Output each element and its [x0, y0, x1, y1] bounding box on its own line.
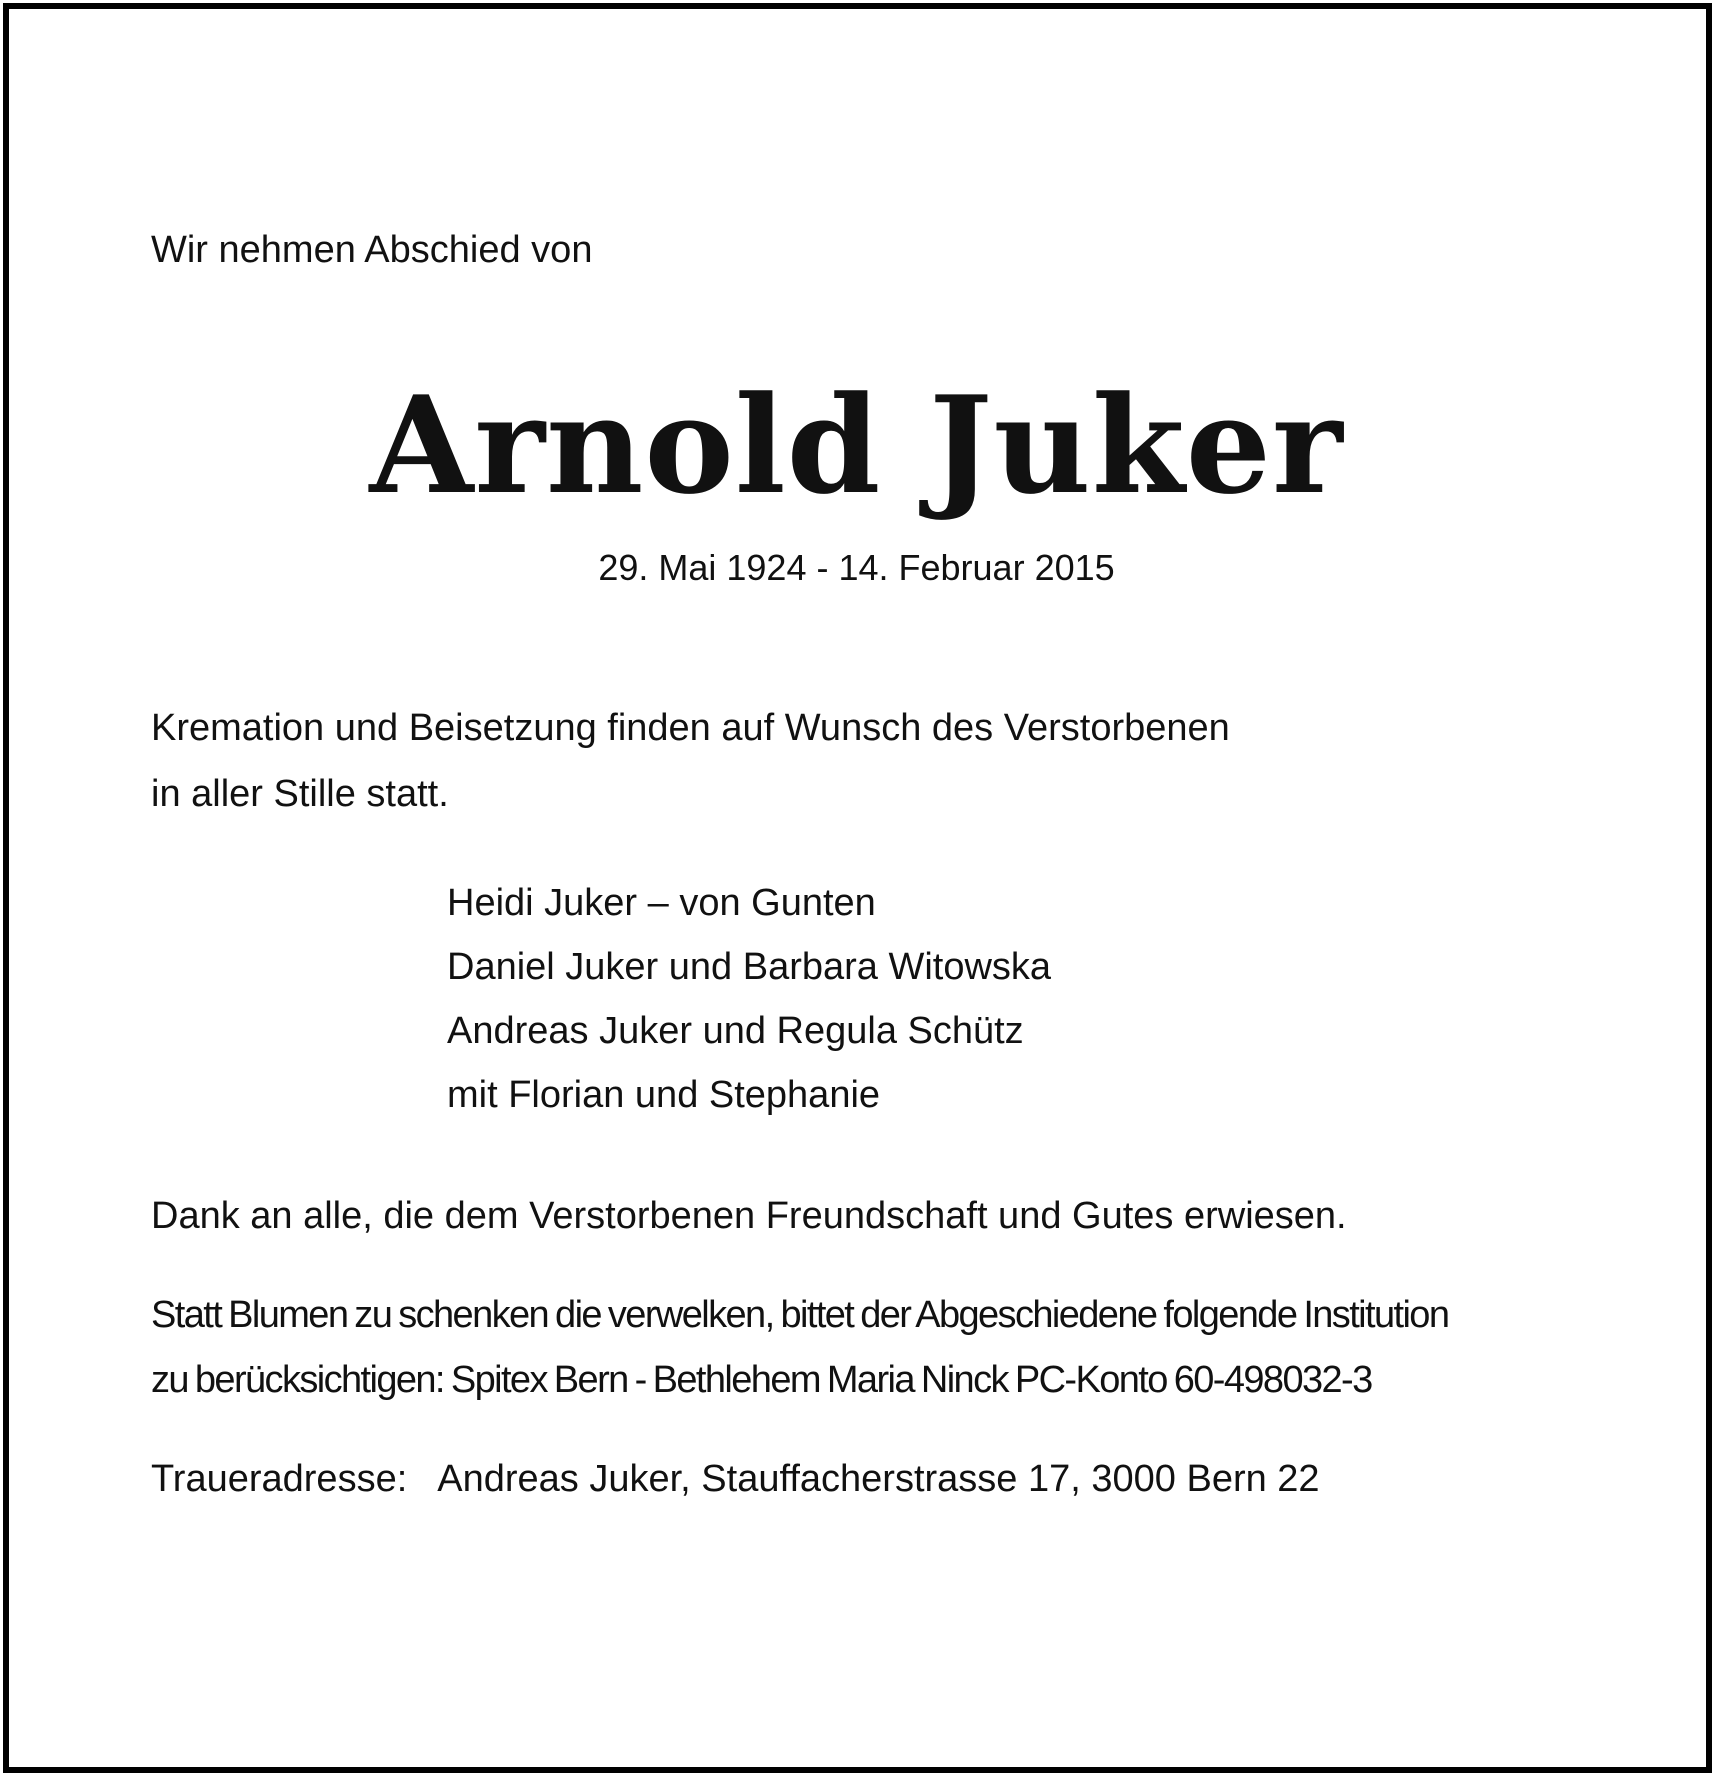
deceased-name: Arnold Juker [369, 366, 1344, 524]
family-member: Heidi Juker – von Gunten [447, 882, 876, 924]
thanks-text: Dank an alle, die dem Verstorbenen Freundschaft und Gutes erwiesen. [151, 1195, 1347, 1237]
life-dates: 29. Mai 1924 - 14. Februar 2015 [598, 547, 1115, 588]
intro-text: Wir nehmen Abschied von [151, 229, 593, 271]
family-member: mit Florian und Stephanie [447, 1074, 881, 1116]
charity-text-line-1: Statt Blumen zu schenken die verwelken, bittet der Abgeschiedene folgende Institution [151, 1294, 1449, 1336]
family-member: Andreas Juker und Regula Schütz [447, 1010, 1024, 1052]
family-member: Daniel Juker und Barbara Witowska [447, 946, 1052, 988]
address-label: Traueradresse: [151, 1458, 408, 1500]
address-value: Andreas Juker, Stauffacherstrasse 17, 3000 Bern 22 [437, 1458, 1320, 1500]
cremation-text-line-2: in aller Stille statt. [151, 773, 449, 815]
cremation-text-line-1: Kremation und Beisetzung finden auf Wunsch des Verstorbenen [151, 707, 1230, 749]
charity-text-line-2: zu berücksichtigen: Spitex Bern - Bethlehem Maria Ninck PC-Konto 60-498032-3 [151, 1359, 1372, 1401]
mourning-address [151, 1457, 1320, 1501]
family-list [447, 871, 1051, 1127]
